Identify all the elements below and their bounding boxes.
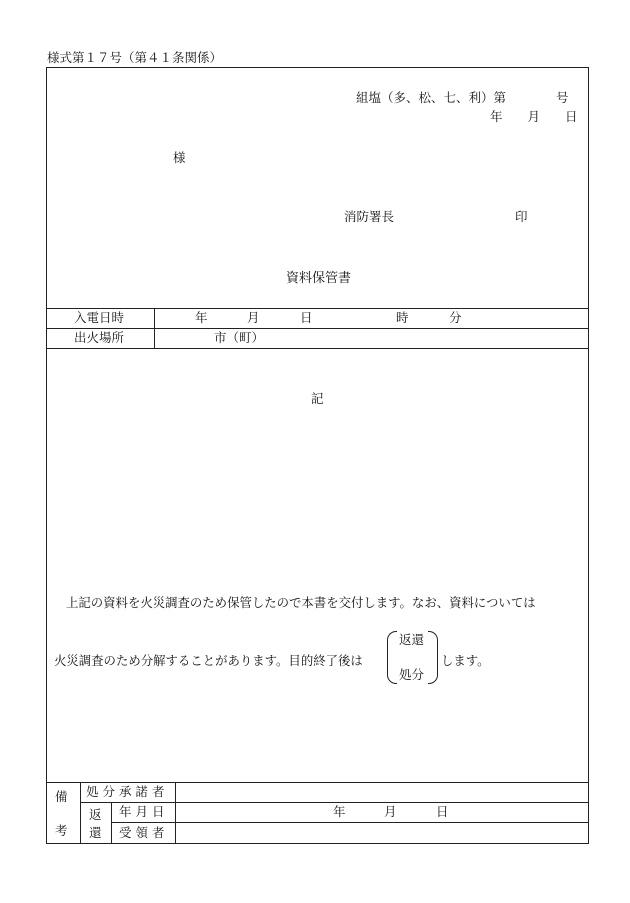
divider xyxy=(154,308,155,348)
receiver-label: 受 領 者 xyxy=(119,825,165,840)
dispose-approver-label: 処 分 承 諾 者 xyxy=(86,784,165,799)
received-month: 月 xyxy=(247,310,260,325)
right-brace xyxy=(428,631,438,684)
recipient-suffix: 様 xyxy=(173,150,186,165)
fire-location-label: 出火場所 xyxy=(74,330,125,345)
divider xyxy=(175,782,176,844)
issuer-title: 消防署長 xyxy=(344,209,395,224)
divider xyxy=(46,328,589,329)
received-datetime-label: 入電日時 xyxy=(74,310,125,325)
return-date-day: 日 xyxy=(436,804,449,819)
issue-date: 年 月 日 xyxy=(490,109,578,124)
ki-heading: 記 xyxy=(311,391,324,406)
fire-location-value: 市（町） xyxy=(214,330,265,345)
document-title: 資料保管書 xyxy=(286,271,352,286)
received-day: 日 xyxy=(300,310,313,325)
seal-mark: 印 xyxy=(515,209,528,224)
received-year: 年 xyxy=(195,310,208,325)
option-dispose: 処分 xyxy=(399,667,425,682)
divider xyxy=(80,782,81,844)
divider xyxy=(46,348,589,349)
return-date-month: 月 xyxy=(384,804,397,819)
body-paragraph-1: 上記の資料を火災調査のため保管したので本書を交付します。なお、資料については xyxy=(66,595,536,610)
return-date-year: 年 xyxy=(333,804,346,819)
divider xyxy=(111,822,589,823)
received-minute: 分 xyxy=(449,310,462,325)
remarks-label-2: 考 xyxy=(55,823,68,838)
received-hour: 時 xyxy=(396,310,409,325)
form-number: 様式第１７号（第４１条関係） xyxy=(47,50,223,65)
divider xyxy=(111,802,112,844)
remarks-label-1: 備 xyxy=(55,789,68,804)
option-return: 返還 xyxy=(399,632,425,647)
body-paragraph-2-end: します。 xyxy=(441,653,490,668)
divider xyxy=(46,782,589,783)
form-frame xyxy=(46,67,589,844)
divider xyxy=(46,308,589,309)
divider xyxy=(80,802,589,803)
return-date-label: 年 月 日 xyxy=(119,804,165,819)
left-brace xyxy=(387,631,397,684)
return-label-1: 返 xyxy=(89,807,102,822)
body-paragraph-2: 火災調査のため分解することがあります。目的終了後は xyxy=(54,653,363,668)
return-label-2: 還 xyxy=(89,825,102,840)
document-number: 組塩（多、松、七、利）第 号 xyxy=(356,90,569,105)
